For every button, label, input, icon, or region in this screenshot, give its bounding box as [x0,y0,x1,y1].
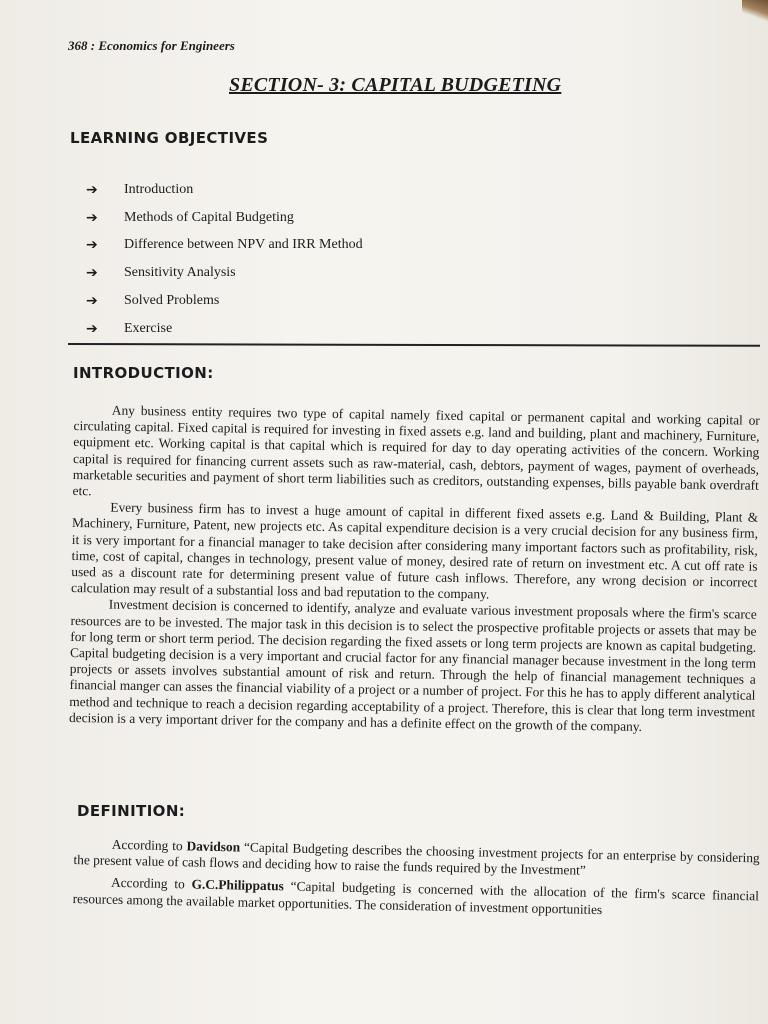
definition-heading: DEFINITION: [77,802,186,820]
objective-item [86,176,363,204]
introduction-body [69,402,760,737]
objective-item [86,204,363,232]
definition-body [72,836,759,927]
introduction-paragraph: Any business entity requires two type of capital namely fixed capital or permanent capital and working capital or circulating capital. Fixed capital is required for investing in fixed assets e.g. land and building, plant and machinery, Furniture, equipment etc. Working capital is that capital which is required for day to day operating activities of the concern. Working capital is required for financing current assets such as raw-material, cash, debtors, payment of wages, payment of overheads, marketable securities and payment of short term liabilities such as creditors, outstanding expenses, bills payable bank overdraft etc. [72,402,760,499]
objective-label: Exercise [124,320,173,336]
arrow-icon: ➔ [86,181,98,198]
definition-lead: According to [110,875,192,892]
objective-item [86,232,363,260]
arrow-icon: ➔ [86,265,98,282]
introduction-paragraph: Investment decision is concerned to identify, analyze and evaluate various investment proposals where the firm's scarce resources are to be invested. The major task in this decision is to select the prospective profitable projects or assets that may be for long term or short term period. The decision regarding the fixed assets or long term projects are known as capital budgeting. Capital budgeting decision is a very important and crucial factor for any financial manager because investment in the long term projects or assets involves substantial amount of risk and return. Through the help of financial management techniques a financial manger can asses the financial viability of a project or a number of project. For this he has to apply different analytical method and technique to reach a decision regarding acceptability of a project. Therefore, this is clear that long term investment decision is a very important driver for the company and has a definite effect on the growth of the company. [68,597,757,734]
definition-author: Davidson [186,838,241,855]
introduction-heading: INTRODUCTION: [73,364,214,382]
objective-label: Difference between NPV and IRR Method [124,237,363,253]
definition-lead: According to [111,836,187,854]
running-head: 368 : Economics for Engineers [68,38,235,53]
arrow-icon: ➔ [86,293,98,310]
objective-item [86,287,363,315]
learning-objectives-list [86,176,363,343]
objective-item [86,259,363,287]
definition-entry [73,874,760,921]
arrow-icon: ➔ [86,237,98,254]
objective-item [86,315,363,343]
arrow-icon: ➔ [86,209,98,226]
arrow-icon: ➔ [86,320,98,337]
objective-label: Introduction [124,181,194,197]
section-divider [68,343,760,347]
definition-text: “Capital budgeting is concerned with the allocation of the firm's scarce financial resources among the available market opportunities. The consideration of investment opportunities [72,878,760,917]
objective-label: Methods of Capital Budgeting [124,209,294,225]
learning-objectives-heading: LEARNING OBJECTIVES [70,129,269,147]
page-corner-shadow [742,0,768,22]
objective-label: Sensitivity Analysis [124,265,236,281]
objective-label: Solved Problems [124,293,220,309]
definition-text: “Capital Budgeting describes the choosing investment projects for an enterprise by considering the present value of cash flows and deciding how to raise the funds required by the Investment” [73,839,760,878]
section-title: SECTION- 3: CAPITAL BUDGETING [229,74,562,96]
introduction-paragraph: Every business firm has to invest a huge amount of capital in different fixed assets e.g. Land & Building, Plant & Machinery, Furniture, Patent, new projects etc. As capital expenditure decision is a very crucial decision for any business firm, it is very important for a financial manager to take decision after considering many important factors such as profitability, risk, time, cost of capital, changes in technology, present value of money, desired rate of return on investment etc. A cut off rate is used as a discount rate for determining present value of future cash inflows. Therefore, any wrong decision or incorrect calculation may result of a substantial loss and bad reputation to the company. [70,499,759,602]
definition-author: G.C.Philippatus [191,876,284,894]
